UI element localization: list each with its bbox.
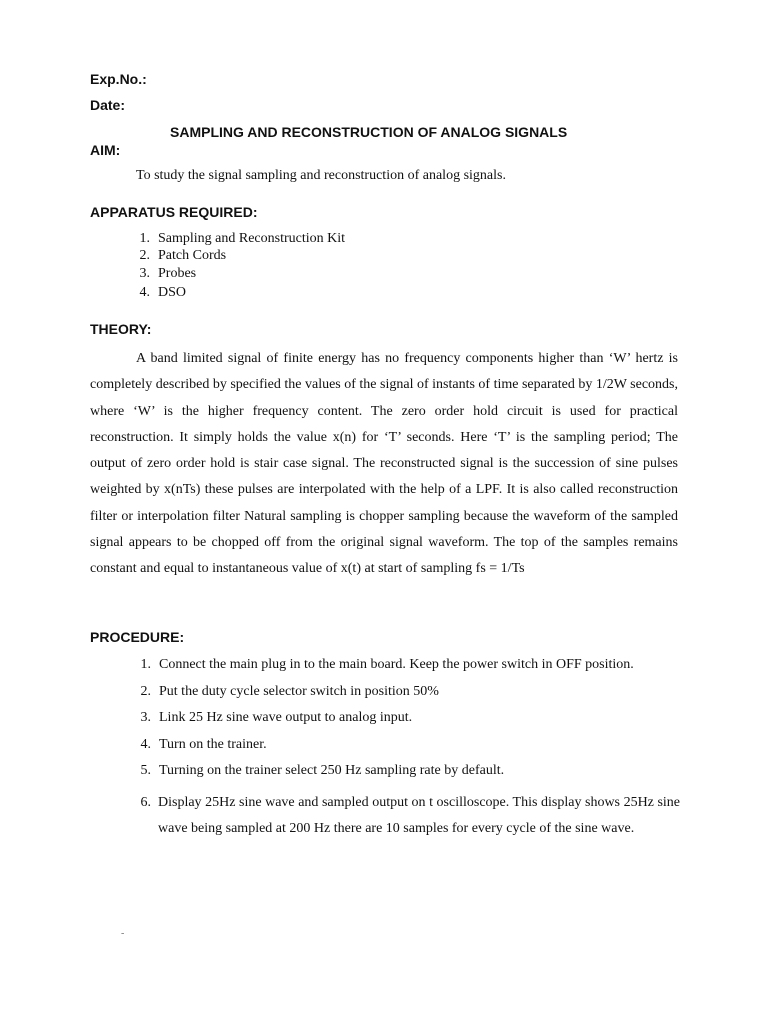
list-item-number: 3. [140,710,151,725]
list-item-text: Put the duty cycle selector switch in position 50% [159,684,439,699]
procedure-heading: PROCEDURE: [90,629,185,645]
list-item-text: Sampling and Reconstruction Kit [158,231,346,246]
list-item-number: 3. [139,266,150,281]
stray-mark: - [121,928,125,939]
list-item-number: 1. [140,657,151,672]
list-item-text: Connect the main plug in to the main board. Keep the power switch in OFF position. [159,657,634,672]
list-item-text: Turn on the trainer. [159,737,267,752]
list-item [135,790,680,842]
aim-text: To study the signal sampling and reconstruction of analog signals. [136,168,506,183]
theory-heading: THEORY: [90,321,152,337]
list-item-number: 4. [140,737,151,752]
document-title: SAMPLING AND RECONSTRUCTION OF ANALOG SIGNALS [170,124,568,140]
exp-no-label: Exp.No.: [90,71,147,87]
list-item-text: Probes [158,266,197,281]
list-item-number: 5. [140,763,151,778]
list-item-number: 1. [139,231,150,246]
list-item-number: 2. [139,248,150,263]
list-item-text: DSO [158,285,187,300]
list-item-text: Turning on the trainer select 250 Hz sampling rate by default. [159,763,505,778]
theory-paragraph: A band limited signal of finite energy has no frequency components higher than ‘W’ hertz is completely described by specified the values of the signal of instants of time separated by 1/2W seconds, where ‘W’ is the higher frequency content. The zero order hold circuit is used for practical reconstruction. It simply holds the value x(n) for ‘T’ seconds. Here ‘T’ is the sampling period; The output of zero order hold is stair case signal. The reconstructed signal is the succession of sine pulses weighted by x(nTs) these pulses are interpolated with the help of a LPF. It is also called reconstruction filter or interpolation filter Natural sampling is chopper sampling because the waveform of the sampled signal appears to be chopped off from the original signal waveform. The top of the samples remains constant and equal to instantaneous value of x(t) at start of sampling fs = 1/Ts [90,351,678,577]
apparatus-heading: APPARATUS REQUIRED: [90,204,258,220]
list-item-number: 4. [139,285,150,300]
list-item-text: Link 25 Hz sine wave output to analog input. [159,710,413,725]
list-item-number: 6. [140,795,151,810]
aim-heading: AIM: [90,142,121,158]
list-item-text: Display 25Hz sine wave and sampled output on t oscilloscope. This display shows 25Hz sine wave being sampled at 200 Hz there are 10 samples for every cycle of the sine wave. [158,795,680,836]
date-label: Date: [90,97,126,113]
list-item-text: Patch Cords [158,248,227,263]
list-item-number: 2. [140,684,151,699]
